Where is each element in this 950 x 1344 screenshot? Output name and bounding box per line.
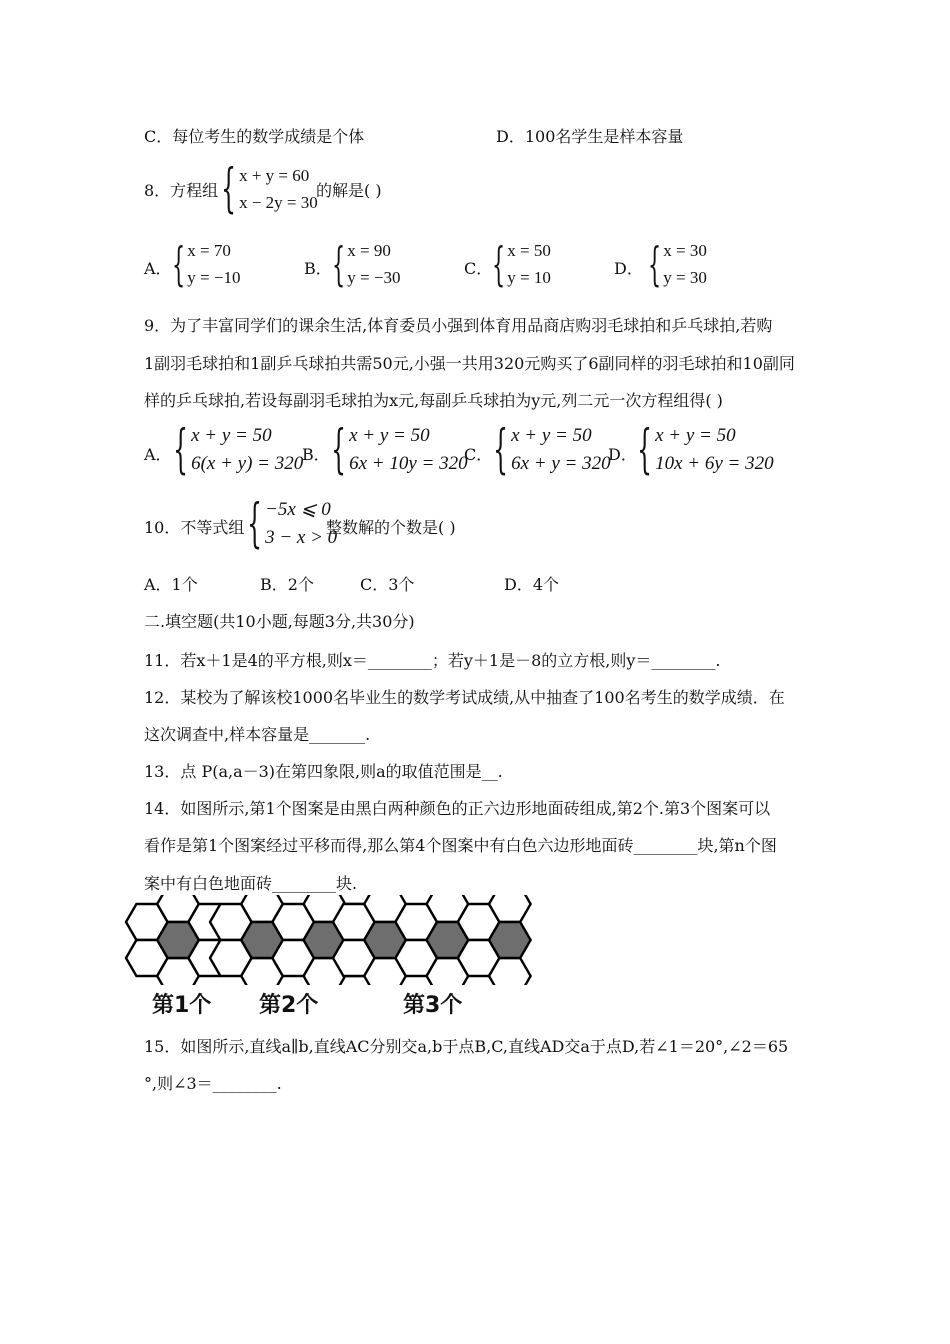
q8-option-d-eq2: y = 30	[663, 268, 707, 287]
q10-option-b: B．2个	[260, 575, 314, 594]
q9-option-b-eq2: 6x + 10y = 320	[349, 453, 468, 474]
q8-option-d-eq1: x = 30	[663, 241, 707, 260]
q10-option-d: D．4个	[504, 575, 560, 594]
q8-option-b-eq2: y = −30	[347, 268, 401, 287]
caption-pattern-3: 第3个	[403, 993, 463, 1018]
q9-option-d-label: D．	[608, 445, 637, 464]
q8-eq1: x + y = 60	[239, 166, 310, 185]
q10-suffix: 整数解的个数是( )	[326, 518, 456, 537]
q9-line1: 9．为了丰富同学们的课余生活,体育委员小强到体育用品商店购羽毛球拍和乒乓球拍,若购	[144, 316, 773, 335]
q8-system: { x + y = 60 x − 2y = 30	[221, 159, 318, 219]
q15-line2: °,则∠3＝________.	[144, 1074, 282, 1093]
q9-option-b-eq1: x + y = 50	[349, 425, 430, 446]
q8-option-a-eq1: x = 70	[187, 241, 231, 260]
q9-option-c-label: C．	[464, 445, 493, 464]
q10-option-a: A．1个	[144, 575, 198, 594]
q7-option-c: C．每位考生的数学成绩是个体	[144, 127, 365, 146]
q10-eq2: 3 − x > 0	[265, 527, 338, 548]
q9-option-c-eq1: x + y = 50	[511, 425, 592, 446]
hexagon-tiling-figure	[0, 895, 950, 985]
q8-eq2: x − 2y = 30	[239, 193, 318, 212]
q8-option-a-label: A．	[144, 259, 172, 278]
q9-option-d-eq2: 10x + 6y = 320	[655, 453, 774, 474]
q10-option-c: C．3个	[360, 575, 415, 594]
q9-option-d: { x + y = 50 10x + 6y = 320	[637, 420, 774, 480]
q15-line1: 15．如图所示,直线a∥b,直线AC分别交a,b于点B,C,直线AD交a于点D,若∠1＝20°,∠2＝65	[144, 1037, 789, 1056]
q11: 11．若x＋1是4的平方根,则x＝________；若y＋1是－8的立方根,则y＝________.	[144, 651, 721, 670]
q10-system: { −5x ⩽ 0 3 − x > 0	[247, 494, 338, 554]
pattern-3	[333, 895, 531, 985]
q10-eq1: −5x ⩽ 0	[265, 499, 331, 520]
q9-option-b-label: B．	[302, 445, 330, 464]
q9-option-a-eq1: x + y = 50	[191, 425, 272, 446]
q9-option-a-eq2: 6(x + y) = 320	[191, 453, 304, 474]
q8-option-c: { x = 50 y = 10	[492, 237, 551, 291]
section-heading: 二.填空题(共10小题,每题3分,共30分)	[144, 612, 415, 631]
q8-option-c-eq2: y = 10	[507, 268, 551, 287]
q8-option-c-eq1: x = 50	[507, 241, 551, 260]
q8-option-b-eq1: x = 90	[347, 241, 391, 260]
q8-option-c-label: C．	[464, 259, 493, 278]
q7-option-d: D．100名学生是样本容量	[496, 127, 684, 146]
q12-line2: 这次调查中,样本容量是_______.	[144, 725, 371, 744]
q8-option-d-label: D．	[614, 259, 643, 278]
q14-line2: 看作是第1个图案经过平移而得,那么第4个图案中有白色六边形地面砖________块,第n个图	[144, 836, 777, 855]
q8-prefix: 8．方程组	[144, 181, 219, 200]
q13: 13．点 P(a,a－3)在第四象限,则a的取值范围是__.	[144, 762, 503, 781]
q9-option-a-label: A．	[144, 445, 172, 464]
caption-pattern-2: 第2个	[259, 993, 319, 1018]
q14-line3: 案中有白色地面砖________块.	[144, 874, 358, 893]
caption-pattern-1: 第1个	[152, 993, 212, 1018]
q9-option-d-eq1: x + y = 50	[655, 425, 736, 446]
q9-option-c-eq2: 6x + y = 320	[511, 453, 611, 474]
q9-option-a: { x + y = 50 6(x + y) = 320	[173, 420, 304, 480]
q8-suffix: 的解是( )	[316, 181, 382, 200]
q8-option-b-label: B．	[304, 259, 332, 278]
q8-option-a-eq2: y = −10	[187, 268, 241, 287]
q10-prefix: 10．不等式组	[144, 518, 245, 537]
q14-line1: 14．如图所示,第1个图案是由黑白两种颜色的正六边形地面砖组成,第2个.第3个图案可以	[144, 799, 771, 818]
pattern-1	[126, 895, 230, 985]
q8-option-b: { x = 90 y = −30	[332, 237, 401, 291]
q9-line2: 1副羽毛球拍和1副乒乓球拍共需50元,小强一共用320元购买了6副同样的羽毛球拍和10副同	[144, 354, 795, 373]
q8-option-d: { x = 30 y = 30	[648, 237, 707, 291]
q9-option-c: { x + y = 50 6x + y = 320	[493, 420, 611, 480]
q9-option-b: { x + y = 50 6x + 10y = 320	[331, 420, 468, 480]
q12-line1: 12．某校为了解该校1000名毕业生的数学考试成绩,从中抽查了100名考生的数学成绩．在	[144, 688, 785, 707]
q8-option-a: { x = 70 y = −10	[172, 237, 241, 291]
q9-line3: 样的乒乓球拍,若设每副羽毛球拍为x元,每副乒乓球拍为y元,列二元一次方程组得( )	[144, 391, 723, 410]
